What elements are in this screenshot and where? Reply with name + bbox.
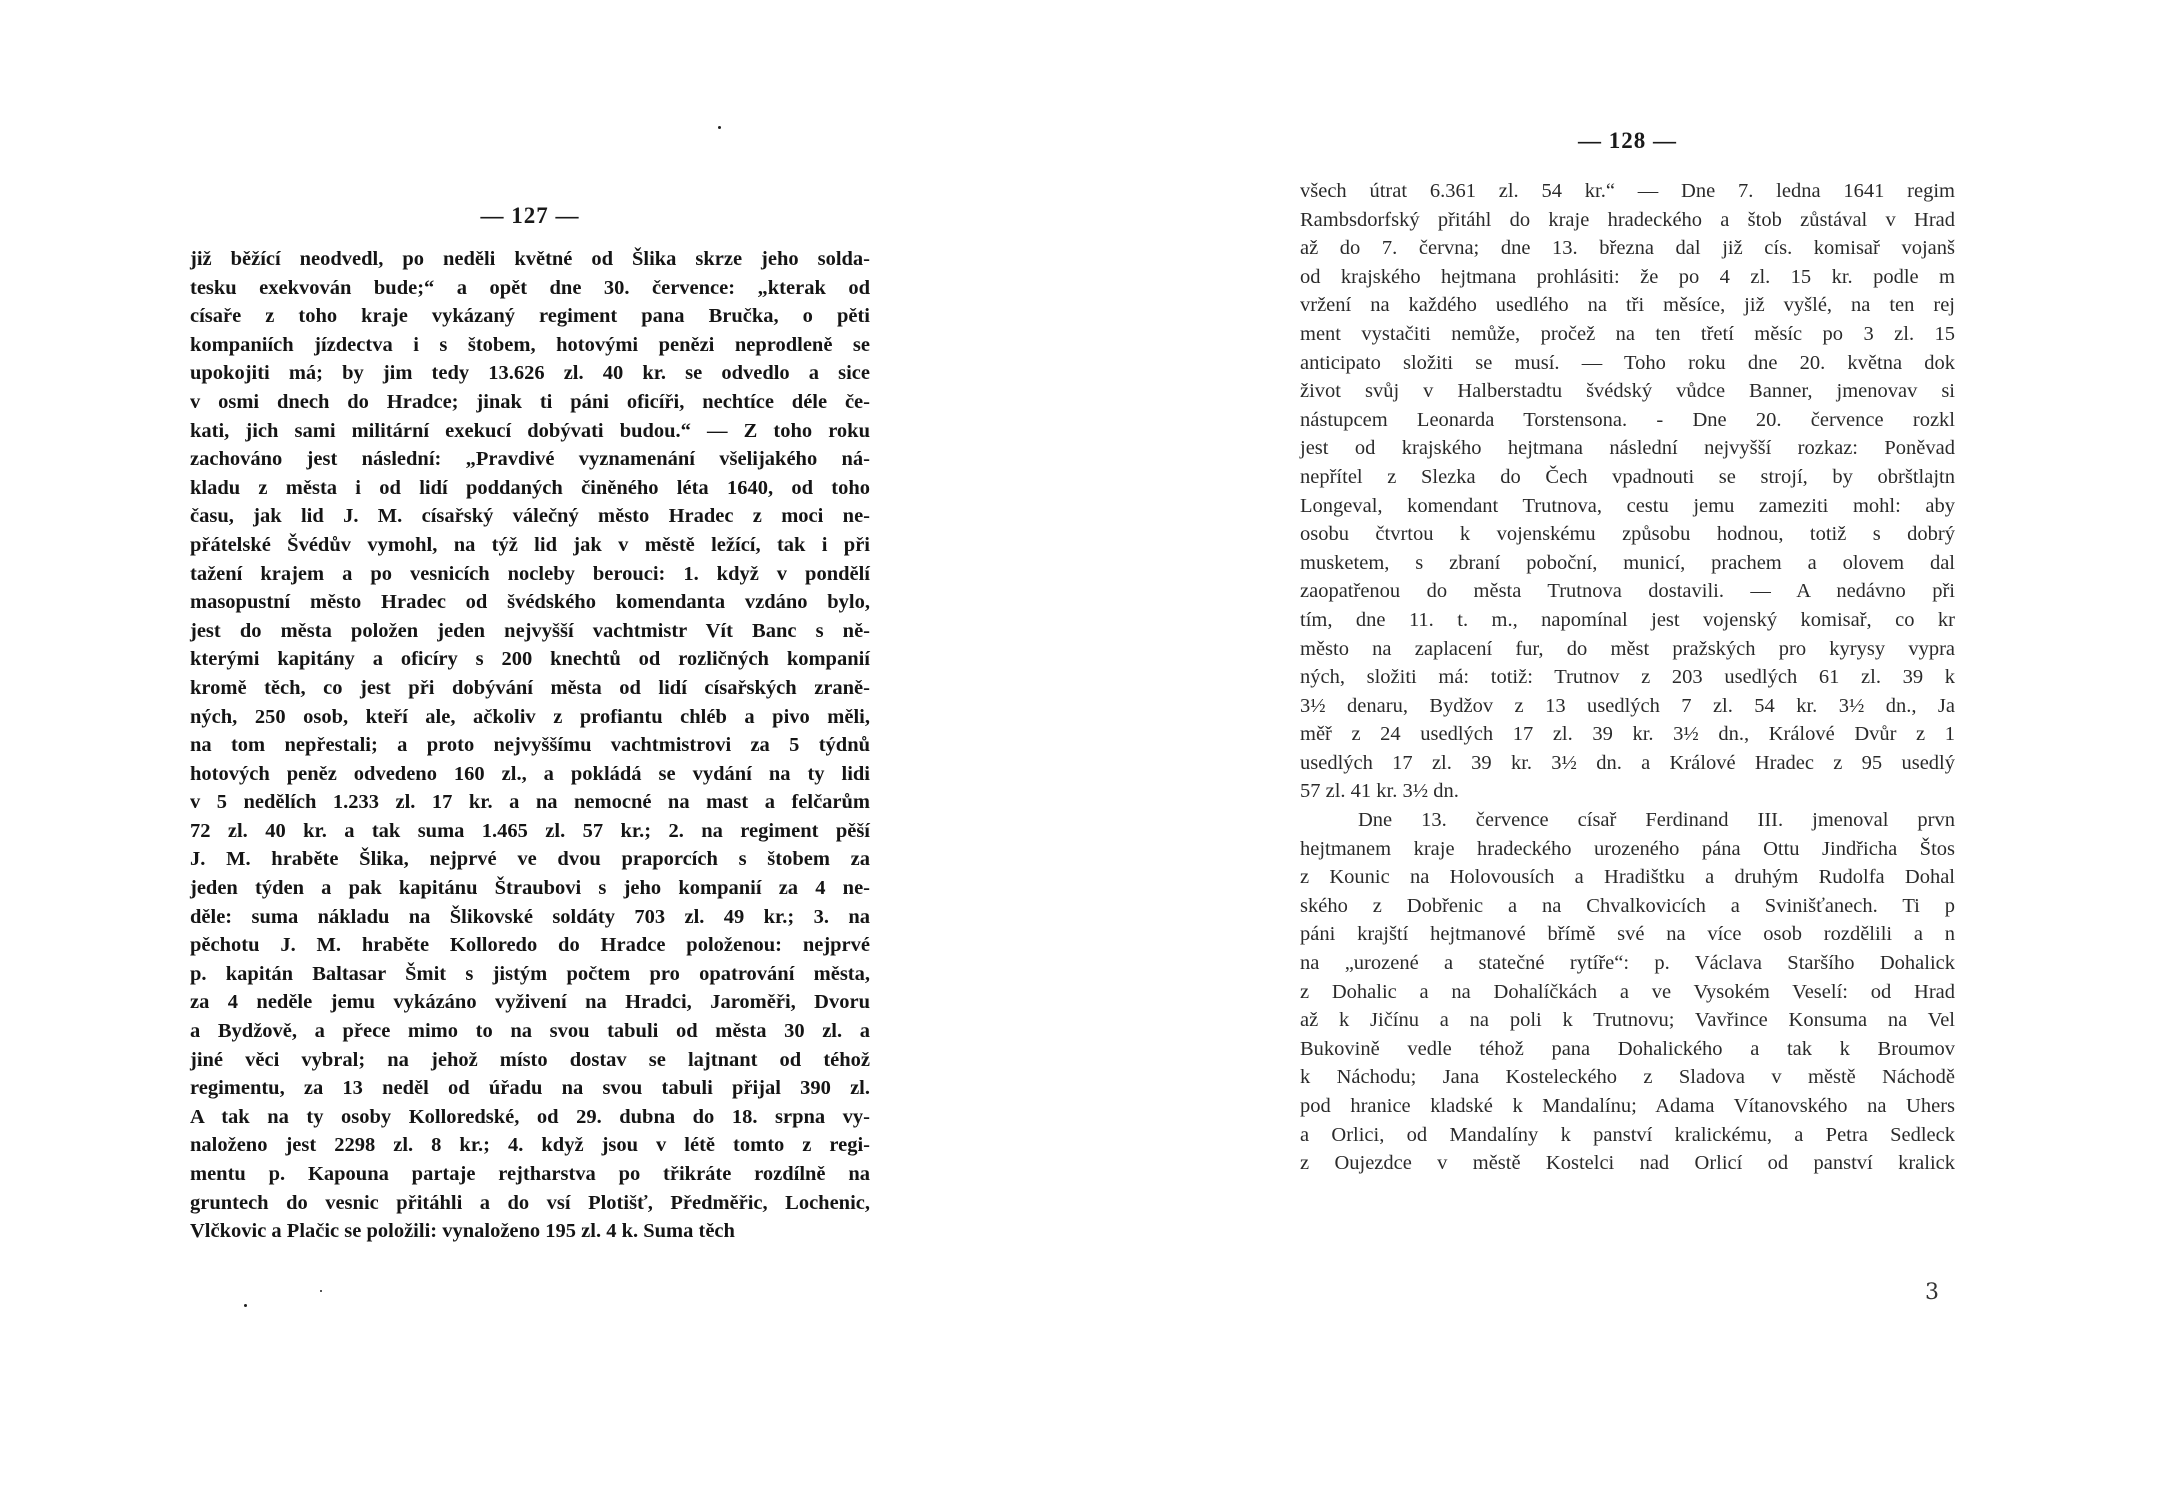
- text-line: ných, 250 osob, kteří ale, ačkoliv z profiantu chléb a pivo měli,: [190, 705, 870, 728]
- text-line: měř z 24 usedlých 17 zl. 39 kr. 3½ dn., Králové Dvůr z 1: [1300, 723, 1955, 746]
- text-line: jiné věci vybral; na jehož místo dostav se lajtnant od téhož: [190, 1048, 870, 1071]
- text-line: kompaniích jízdectva i s štobem, hotovými penězi neprodleně se: [190, 333, 870, 356]
- page-text: [190, 245, 870, 1246]
- text-line: zaopatřenou do města Trutnova dostavili. — A nedávno při: [1300, 580, 1955, 603]
- page-number: — 127 —: [480, 203, 580, 228]
- text-line: osobu čtvrtou k vojenskému způsobu hodnou, totiž s dobrý: [1300, 523, 1955, 546]
- text-line: na tom nepřestali; a proto nejvyššímu vachtmistrovi za 5 týdnů: [190, 734, 870, 757]
- text-line: děle: suma nákladu na Šlikovské soldáty 703 zl. 49 kr.; 3. na: [190, 905, 870, 928]
- text-line: gruntech do vesnic přitáhli a do vsí Plotišť, Předměřic, Lochenic,: [190, 1191, 870, 1214]
- scan-speck: [244, 1304, 247, 1307]
- text-line: v 5 nedělích 1.233 zl. 17 kr. a na nemocné na mast a felčarům: [190, 791, 870, 814]
- text-line: nepřítel z Slezka do Čech vpadnouti se strojí, by obrštlajtn: [1300, 465, 1955, 488]
- text-line: vržení na každého usedlého na tři měsíce, již vyšlé, na ten rej: [1300, 294, 1955, 317]
- text-line: 57 zl. 41 kr. 3½ dn.: [1300, 780, 1459, 803]
- text-line: všech útrat 6.361 zl. 54 kr.“ — Dne 7. ledna 1641 regim: [1300, 180, 1955, 202]
- scan-speck: [320, 1290, 322, 1292]
- text-line: usedlých 17 zl. 39 kr. 3½ dn. a Králové Hradec z 95 usedlý: [1300, 751, 1955, 774]
- text-line: z Oujezdce v městě Kostelci nad Orlicí od panství kralick: [1300, 1152, 1955, 1175]
- text-line: jeden týden a pak kapitánu Štraubovi s jeho kompanií za 4 ne-: [190, 877, 870, 900]
- text-line: času, jak lid J. M. císařský válečný město Hradec z moci ne-: [190, 505, 870, 528]
- text-line: musketem, s zbraní poboční, municí, prachem a olovem dal: [1300, 551, 1955, 574]
- text-line: zachováno jest následní: „Pravdivé vyznamenání všelijakého ná-: [190, 448, 870, 471]
- text-line: a Bydžově, a přece mimo to na svou tabuli od města 30 zl. a: [190, 1020, 870, 1043]
- text-line: hotových peněz odvedeno 160 zl., a pokládá se vydání na ty lidi: [190, 762, 870, 785]
- text-line: ných, složiti má: totiž: Trutnov z 203 usedlých 61 zl. 39 k: [1300, 666, 1955, 689]
- text-line: pod hranice kladské k Mandalínu; Adama Vítanovského na Uhers: [1300, 1095, 1955, 1117]
- text-line: Dne 13. července císař Ferdinand III. jmenoval prvn: [1358, 809, 1955, 832]
- text-line: v osmi dnech do Hradce; jinak ti páni oficíři, nechtíce déle če-: [190, 390, 870, 413]
- text-line: nástupcem Leonarda Torstensona. - Dne 20. července rozkl: [1300, 408, 1955, 431]
- text-line: z Dohalic a na Dohalíčkách a ve Vysokém Veselí: od Hrad: [1300, 980, 1955, 1003]
- text-line: kromě těch, co jest při dobývání města od lidí císařských zraně-: [190, 676, 870, 699]
- scan-speck: [718, 126, 721, 129]
- text-line: z Kounic na Holovousích a Hradištku a druhým Rudolfa Dohal: [1300, 866, 1955, 889]
- text-line: 72 zl. 40 kr. a tak suma 1.465 zl. 57 kr.; 2. na regiment pěší: [190, 819, 870, 842]
- page-number: — 128 —: [1578, 128, 1677, 153]
- text-line: 3½ denaru, Bydžov z 13 usedlých 7 zl. 54 kr. 3½ dn., Ja: [1300, 694, 1955, 717]
- text-line: tím, dne 11. t. m., napomínal jest vojenský komisař, co kr: [1300, 608, 1955, 631]
- text-line: tesku exekvován bude;“ a opět dne 30. července: „kterak od: [190, 276, 870, 299]
- text-line: A tak na ty osoby Kolloredské, od 29. dubna do 18. srpna vy-: [190, 1105, 870, 1128]
- text-line: Vlčkovic a Plačic se položili: vynaloženo 195 zl. 4 k. Suma těch: [190, 1220, 735, 1243]
- text-line: páni krajští hejtmanové břímě své na více osob rozdělili a n: [1300, 923, 1955, 946]
- text-line: masopustní město Hradec od švédského komendanta vzdáno bylo,: [190, 591, 870, 614]
- text-line: hejtmanem kraje hradeckého urozeného pána Ottu Jindřicha Štos: [1300, 837, 1955, 860]
- text-line: Bukovině vedle téhož pana Dohalického a tak k Broumov: [1300, 1037, 1955, 1060]
- text-line: naloženo jest 2298 zl. 8 kr.; 4. když jsou v létě tomto z regi-: [190, 1134, 870, 1157]
- text-line: ského z Dobřenic a na Chvalkovicích a Svinišťanech. Ti p: [1300, 894, 1955, 917]
- text-line: jest od krajského hejtmana následní nejvyšší rozkaz: Poněvad: [1300, 437, 1955, 460]
- text-line: regimentu, za 13 neděl od úřadu na svou tabuli přijal 390 zl.: [190, 1077, 870, 1100]
- text-line: za 4 neděle jemu vykázáno vyživení na Hradci, Jaroměři, Dvoru: [190, 991, 870, 1014]
- text-line: až do 7. června; dne 13. března dal již cís. komisař vojanš: [1300, 237, 1955, 260]
- text-line: přátelské Švédův vymohl, na týž lid jak v městě ležící, tak i při: [190, 533, 870, 556]
- text-line: na „urozené a statečné rytíře“: p. Václava Staršího Dohalick: [1300, 952, 1955, 975]
- text-line: kterými kapitány a oficíry s 200 knechtů od rozličných kompanií: [190, 648, 870, 671]
- text-line: jest do města položen jeden nejvyšší vachtmistr Vít Banc s ně-: [190, 619, 870, 642]
- text-line: život svůj v Halberstadtu švédský vůdce Banner, jmenovav si: [1300, 380, 1955, 403]
- page-text: [1300, 177, 1955, 1178]
- text-line: město na zaplacení fur, do měst pražských pro kyrysy vypra: [1300, 637, 1955, 660]
- text-line: pěchotu J. M. hraběte Kolloredo do Hradce položenou: nejprvé: [190, 934, 870, 957]
- text-line: ment vystačiti nemůže, pročež na ten třetí měsíc po 3 zl. 15: [1300, 322, 1955, 345]
- text-line: upokojiti má; by jim tedy 13.626 zl. 40 kr. se odvedlo a sice: [190, 362, 870, 385]
- margin-mark: 3: [1925, 1280, 1939, 1305]
- text-line: od krajského hejtmana prohlásiti: že po 4 zl. 15 kr. podle m: [1300, 265, 1955, 288]
- text-line: tažení krajem a po vesnicích nocleby berouci: 1. když v pondělí: [190, 562, 870, 585]
- text-line: již běžící neodvedl, po neděli květné od Šlika skrze jeho solda-: [190, 248, 870, 270]
- text-line: a Orlici, od Mandalíny k panství kralickému, a Petra Sedleck: [1300, 1123, 1955, 1146]
- text-line: kladu z města i od lidí poddaných činěného léta 1640, od toho: [190, 476, 870, 499]
- text-line: císaře z toho kraje vykázaný regiment pana Bručka, o pěti: [190, 305, 870, 328]
- text-line: mentu p. Kapouna partaje rejtharstva po třikráte rozdílně na: [190, 1163, 870, 1185]
- text-line: kati, jich sami militární exekucí dobývati budou.“ — Z toho roku: [190, 419, 870, 442]
- text-line: J. M. hraběte Šlika, nejprvé ve dvou praporcích s štobem za: [190, 848, 870, 871]
- text-line: p. kapitán Baltasar Šmit s jistým počtem pro opatrování města,: [190, 962, 870, 985]
- text-line: k Náchodu; Jana Kosteleckého z Sladova v městě Náchodě: [1300, 1066, 1955, 1089]
- text-line: Longeval, komendant Trutnova, cestu jemu zameziti mohl: aby: [1300, 494, 1955, 517]
- text-line: Rambsdorfský přitáhl do kraje hradeckého a štob zůstával v Hrad: [1300, 208, 1955, 231]
- text-line: anticipato složiti se musí. — Toho roku dne 20. května dok: [1300, 351, 1955, 374]
- text-line: až k Jičínu a na poli k Trutnovu; Vavřince Konsuma na Vel: [1300, 1009, 1955, 1032]
